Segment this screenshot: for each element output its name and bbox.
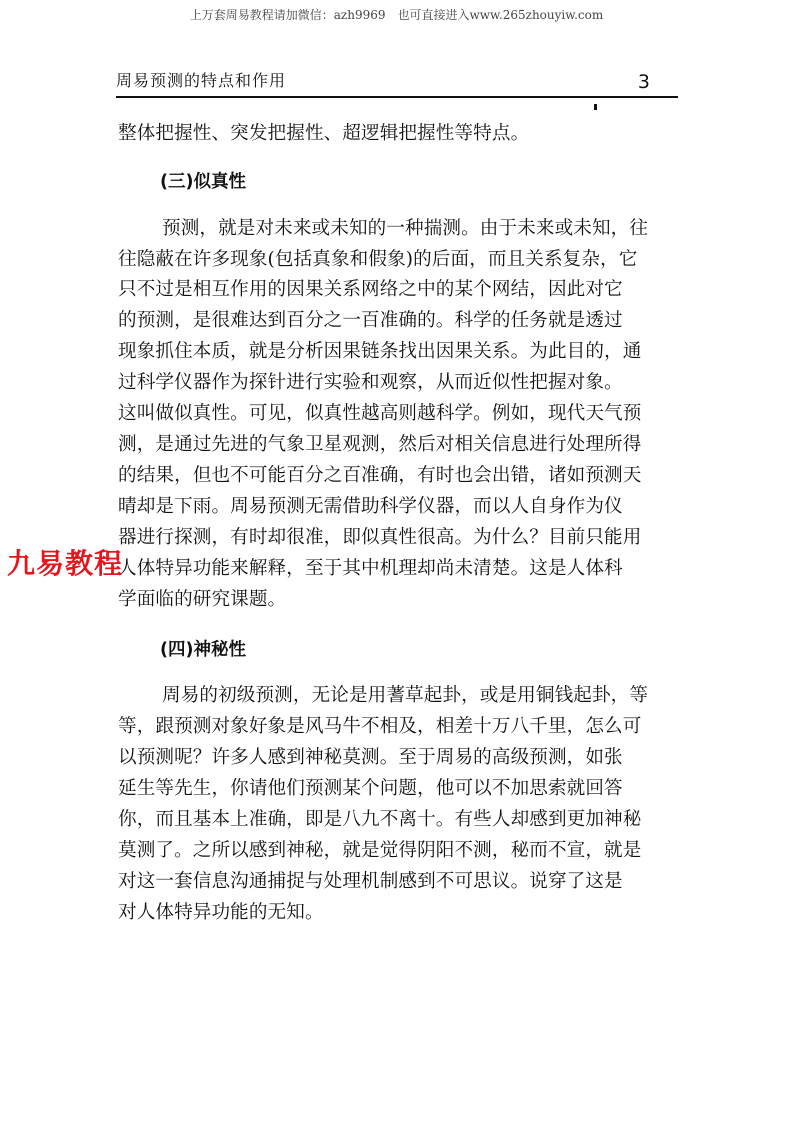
section-heading-3: (三)似真性 — [160, 172, 246, 192]
paragraph-line: 测，是通过先进的气象卫星观测，然后对相关信息进行处理所得 — [118, 434, 642, 455]
paragraph-line: 的结果，但也不可能百分之百准确，有时也会出错，诸如预测天 — [118, 465, 642, 486]
paragraph-line: 只不过是相互作用的因果关系网络之中的某个网结，因此对它 — [118, 279, 623, 300]
paragraph-line: 往隐蔽在许多现象(包括真象和假象)的后面，而且关系复杂，它 — [118, 249, 638, 270]
page-header — [116, 62, 678, 98]
paragraph-line: 等，跟预测对象好象是风马牛不相及，相差十万八千里，怎么可 — [118, 716, 642, 737]
top-notice: 上万套周易教程请加微信：azh9969 也可直接进入www.265zhouyiw.com — [189, 8, 604, 22]
paragraph-line: 这叫做似真性。可见，似真性越高则越科学。例如，现代天气预 — [118, 403, 642, 424]
intro-line: 整体把握性、突发把握性、超逻辑把握性等特点。 — [118, 123, 530, 144]
paragraph-line: 的预测，是很难达到百分之一百准确的。科学的任务就是透过 — [118, 310, 623, 331]
paragraph-line: 你，而且基本上准确，即是八九不离十。有些人却感到更加神秘 — [118, 809, 642, 830]
paragraph-line: 器进行探测，有时却很准，即似真性很高。为什么？目前只能用 — [118, 527, 642, 548]
paragraph-line: 现象抓住本质，就是分析因果链条找出因果关系。为此目的，通 — [118, 341, 642, 362]
paragraph-line: 对人体特异功能的无知。 — [118, 902, 324, 923]
paragraph-line: 预测，就是对未来或未知的一种揣测。由于未来或未知，往 — [162, 218, 649, 239]
paragraph-line: 过科学仪器作为探针进行实验和观察，从而近似性把握对象。 — [118, 372, 623, 393]
paragraph-line: 对这一套信息沟通捕捉与处理机制感到不可思议。说穿了这是 — [118, 871, 623, 892]
paragraph-line: 人体特异功能来解释，至于其中机理却尚未清楚。这是人体科 — [118, 558, 623, 579]
watermark-logo: 九易教程 — [7, 547, 124, 580]
paragraph-line: 以预测呢？许多人感到神秘莫测。至于周易的高级预测，如张 — [118, 747, 623, 768]
paragraph-line: 学面临的研究课题。 — [118, 589, 287, 610]
paragraph-line: 延生等先生，你请他们预测某个问题，他可以不加思索就回答 — [118, 778, 623, 799]
page-number: 3 — [637, 71, 650, 93]
print-mark — [594, 104, 597, 110]
paragraph-line: 莫测了。之所以感到神秘，就是觉得阴阳不测，秘而不宣，就是 — [118, 840, 642, 861]
section-heading-4: (四)神秘性 — [160, 640, 246, 660]
paragraph-line: 晴却是下雨。周易预测无需借助科学仪器，而以人自身作为仪 — [118, 496, 623, 517]
running-title: 周易预测的特点和作用 — [116, 71, 287, 90]
paragraph-line: 周易的初级预测，无论是用蓍草起卦，或是用铜钱起卦，等 — [162, 685, 649, 706]
